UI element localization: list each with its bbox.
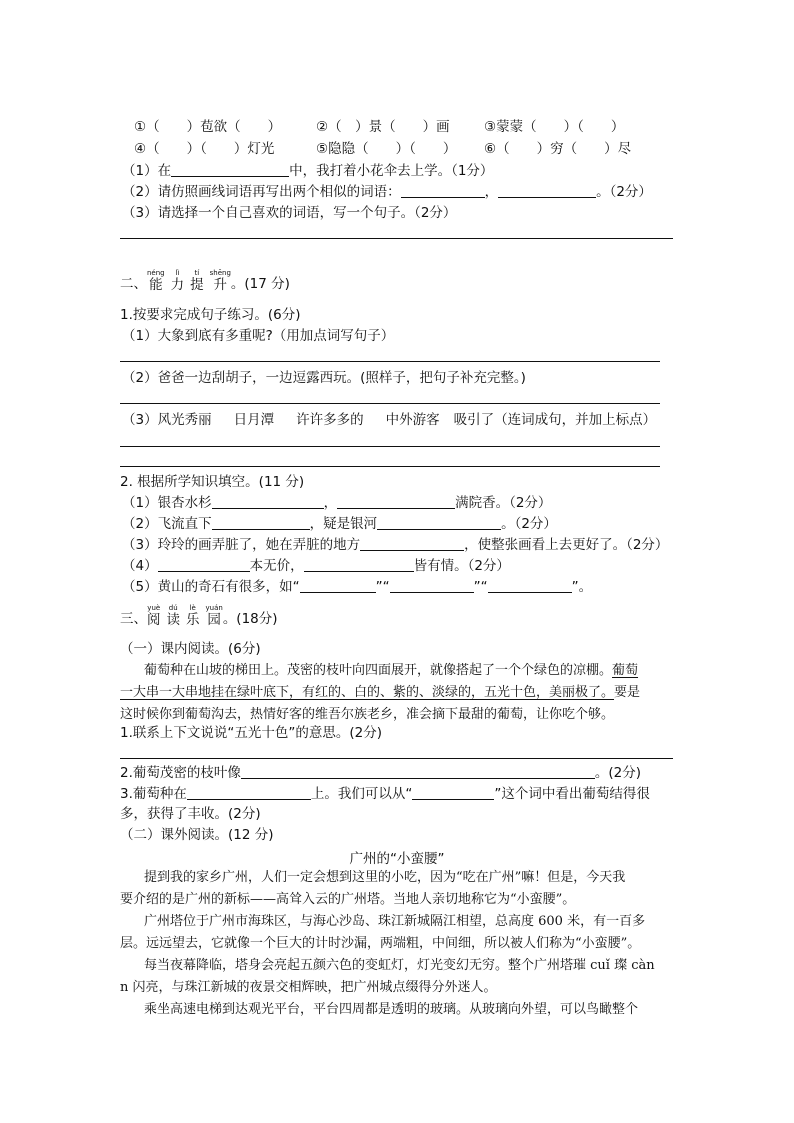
reading-1-line-2: [120, 684, 640, 702]
q2-separator: ，: [484, 184, 499, 200]
pinyin: lì: [175, 269, 180, 277]
fill-4-end: 皆有情。（2分）: [413, 558, 510, 574]
fill-1-sep: ，: [323, 495, 338, 511]
s2-q1-answer-line-2[interactable]: [120, 403, 660, 404]
reading-2-line: 广州塔位于广州市海珠区，与海心沙岛、珠江新城隔江相望，总高度 600 米，有一百多: [144, 914, 646, 929]
fill-5-quote: ”“: [473, 579, 488, 595]
reading-1-line-3: 这时候你到葡萄沟去，热情好客的维吾尔族老乡，准会摘下最甜的葡萄，让你吃个够。: [120, 707, 615, 722]
fill-1-text: （1）银杏水杉: [122, 495, 212, 511]
word-option-5: ⑤隐隐（ ）（ ）: [316, 141, 457, 157]
fill-5-text: （5）黄山的奇石有很多，如“: [122, 579, 300, 595]
pinyin: lè: [189, 604, 196, 612]
fill-4-mid: 本无价，: [249, 558, 304, 574]
q2-text-b: 。（2分）: [596, 184, 652, 200]
reading-1-q3-cont: 多，获得了丰收。(2分): [120, 806, 261, 822]
q2-text-a: （2）请仿照画线词语再写出两个相似的词语：: [122, 184, 401, 200]
ruby-char: [206, 605, 223, 628]
word-option-4: ④（ ）（ ）灯光: [134, 141, 275, 157]
fill-5-blank-2[interactable]: [390, 578, 474, 593]
pinyin: dú: [168, 604, 178, 612]
pinyin: néng: [147, 269, 165, 277]
s2-q1-item-3: [122, 411, 656, 429]
fill-4-text: （4）: [122, 558, 158, 574]
hanzi: 提: [190, 277, 204, 293]
q2-blank-2[interactable]: [498, 183, 596, 198]
question-3: （3）请选择一个自己喜欢的词语，写一个句子。（2分）: [122, 205, 457, 221]
fill-2-end: 。（2分）: [501, 516, 557, 532]
q3-answer-line[interactable]: [120, 238, 673, 239]
word-option-1: ①（ ）苞欲（ ）: [134, 119, 282, 135]
fill-5-blank-1[interactable]: [300, 578, 376, 593]
reading-2-heading: 广州的“小蛮腰”: [349, 851, 445, 867]
word-chip: 中外游客: [385, 412, 440, 428]
reading-1-text: 葡萄种在山坡的梯田上。茂密的枝叶向四面展开，就像搭起了一个个绿色的凉棚。: [144, 663, 613, 678]
reading-1-q2-text: 2.葡萄茂密的枝叶像: [120, 765, 241, 781]
reading-2-line: 要介绍的是广州的新标——高耸入云的广州塔。当地人亲切地称它为“小蛮腰”。: [120, 892, 576, 907]
fill-5-blank-3[interactable]: [488, 578, 572, 593]
s2-q1-answer-line-1[interactable]: [120, 361, 660, 362]
fill-3-end: ，使整张画看上去更好了。（2分）: [464, 537, 669, 553]
reading-1-q3-end: ”这个词中看出葡萄结得很: [494, 786, 650, 802]
fill-3-blank[interactable]: [360, 536, 464, 551]
word-option-3: ③蒙蒙（ ）（ ）: [484, 119, 625, 135]
q1-blank[interactable]: [171, 162, 289, 177]
reading-1-q3-text: 3.葡萄种在: [120, 786, 187, 802]
question-2: [122, 183, 652, 201]
reading-1-q2-blank[interactable]: [241, 764, 595, 779]
s2-q1-item-1-text: （1）大象到底有多重呢?（用加点词写句子）: [122, 328, 395, 344]
s2-q1-item-1: [122, 327, 394, 345]
ruby-char: [147, 605, 161, 628]
ruby-char: [167, 605, 181, 628]
reading-2-line: 乘坐高速电梯到达观光平台，平台四周都是透明的玻璃。从玻璃向外望，可以鸟瞰整个: [144, 1002, 639, 1017]
reading-1-q3: [120, 785, 650, 803]
s2-q2-title: 2. 根据所学知识填空。(11 分): [120, 474, 305, 490]
reading-1-q1: 1.联系上下文说说“五光十色”的意思。(2分): [120, 725, 382, 741]
word-option-2: ②（ ）景（ ）画: [316, 119, 450, 135]
reading-1-q3-blank-2[interactable]: [412, 785, 494, 800]
ruby-char: [210, 270, 231, 293]
hanzi: 阅: [147, 612, 161, 628]
word-option-6: ⑥（ ）穷（ ）尽: [484, 141, 632, 157]
pinyin: shēng: [209, 269, 231, 277]
fill-4: [122, 557, 510, 575]
fill-1-blank-2[interactable]: [337, 494, 455, 509]
ruby-char: [171, 270, 185, 293]
fill-1-blank-1[interactable]: [212, 494, 324, 509]
fill-3: [122, 536, 668, 554]
q1-text-a: （1）在: [122, 163, 172, 179]
hanzi: 能: [149, 277, 163, 293]
fill-4-blank-1[interactable]: [158, 557, 250, 572]
reading-2-line: 提到我的家乡广州，人们一定会想到这里的小吃，因为“吃在广州”嘛！但是，今天我: [144, 870, 626, 885]
section-3-prefix: 三、: [120, 610, 147, 627]
s2-q1-title: 1.按要求完成句子练习。(6分): [120, 307, 301, 323]
hanzi: 力: [170, 277, 185, 293]
fill-2-blank-1[interactable]: [212, 515, 310, 530]
hanzi: 升: [213, 277, 228, 293]
reading-1-line-1: [144, 662, 638, 680]
fill-2-text: （2）飞流直下: [122, 516, 212, 532]
reading-1-q3-mid: 上。我们可以从“: [310, 786, 413, 802]
word-chip: 日月潭: [233, 412, 275, 428]
reading-2-line: 每当夜幕降临，塔身会亮起五颜六色的变虹灯，灯光变幻无穷。整个广州塔璀 cuǐ 璨 càn: [144, 958, 655, 973]
section-3-title: [147, 605, 223, 628]
reading-1-q1-answer-line[interactable]: [120, 758, 673, 759]
word-chip: 许许多多的: [296, 412, 364, 428]
fill-1-end: 满院香。（2分）: [455, 495, 552, 511]
section-2-score: 。(17 分): [230, 275, 290, 292]
section-3-heading: [120, 605, 278, 628]
word-chip: 吸引了（连词成句，并加上标点）: [453, 412, 657, 428]
s2-q1-item-2: （2）爸爸一边刮胡子，一边逗露西玩。(照样子，把句子补充完整。): [122, 370, 526, 386]
fill-2-blank-2[interactable]: [377, 515, 501, 530]
s2-q1-answer-line-3[interactable]: [120, 446, 660, 447]
section-2-prefix: 二、: [120, 275, 147, 292]
section-3-score: 。(18分): [222, 610, 278, 627]
s2-q1-answer-line-4[interactable]: [120, 466, 660, 467]
reading-1-underlined: 葡萄: [612, 663, 639, 678]
reading-1-underlined: 一大串一大串地挂在绿叶底下，有红的、白的、紫的、淡绿的，五光十色，美丽极了。: [120, 685, 615, 700]
section-2-title: [147, 270, 231, 293]
q1-text-b: 中，我打着小花伞去上学。（1分）: [289, 163, 494, 179]
reading-1-title: （一）课内阅读。(6分): [120, 641, 261, 657]
fill-2: [122, 515, 557, 533]
fill-2-mid: ，疑是银河: [309, 516, 378, 532]
reading-2-title: （二）课外阅读。(12 分): [120, 827, 274, 843]
reading-2-line: 层。远远望去，它就像一个巨大的计时沙漏，两端粗，中间细，所以被人们称为“小蛮腰”。: [120, 936, 641, 951]
word-chip: （3）风光秀丽: [122, 412, 212, 428]
fill-5-quote: ”“: [375, 579, 390, 595]
ruby-char: [147, 270, 165, 293]
reading-1-q3-blank-1[interactable]: [187, 785, 311, 800]
pinyin: yuè: [147, 604, 161, 612]
fill-3-text: （3）玲玲的画弄脏了，她在弄脏的地方: [122, 537, 361, 553]
pinyin: yuán: [205, 604, 223, 612]
ruby-char: [186, 605, 200, 628]
q2-blank-1[interactable]: [401, 183, 485, 198]
fill-1: [122, 494, 551, 512]
ruby-char: [190, 270, 204, 293]
reading-1-text: 要是: [614, 685, 641, 700]
hanzi: 乐: [186, 612, 200, 628]
question-1: [122, 162, 493, 180]
pinyin: tí: [194, 269, 200, 277]
reading-1-q2: [120, 764, 641, 782]
fill-4-blank-2[interactable]: [304, 557, 414, 572]
hanzi: 读: [166, 612, 180, 628]
hanzi: 园: [207, 612, 221, 628]
section-2-heading: [120, 270, 290, 293]
reading-2-line: n 闪亮，与珠江新城的夜景交相辉映，把广州城点缀得分外迷人。: [120, 980, 497, 995]
fill-5: [122, 578, 592, 596]
reading-1-q2-end: 。(2分): [594, 765, 642, 781]
fill-5-end: ”。: [571, 579, 593, 595]
